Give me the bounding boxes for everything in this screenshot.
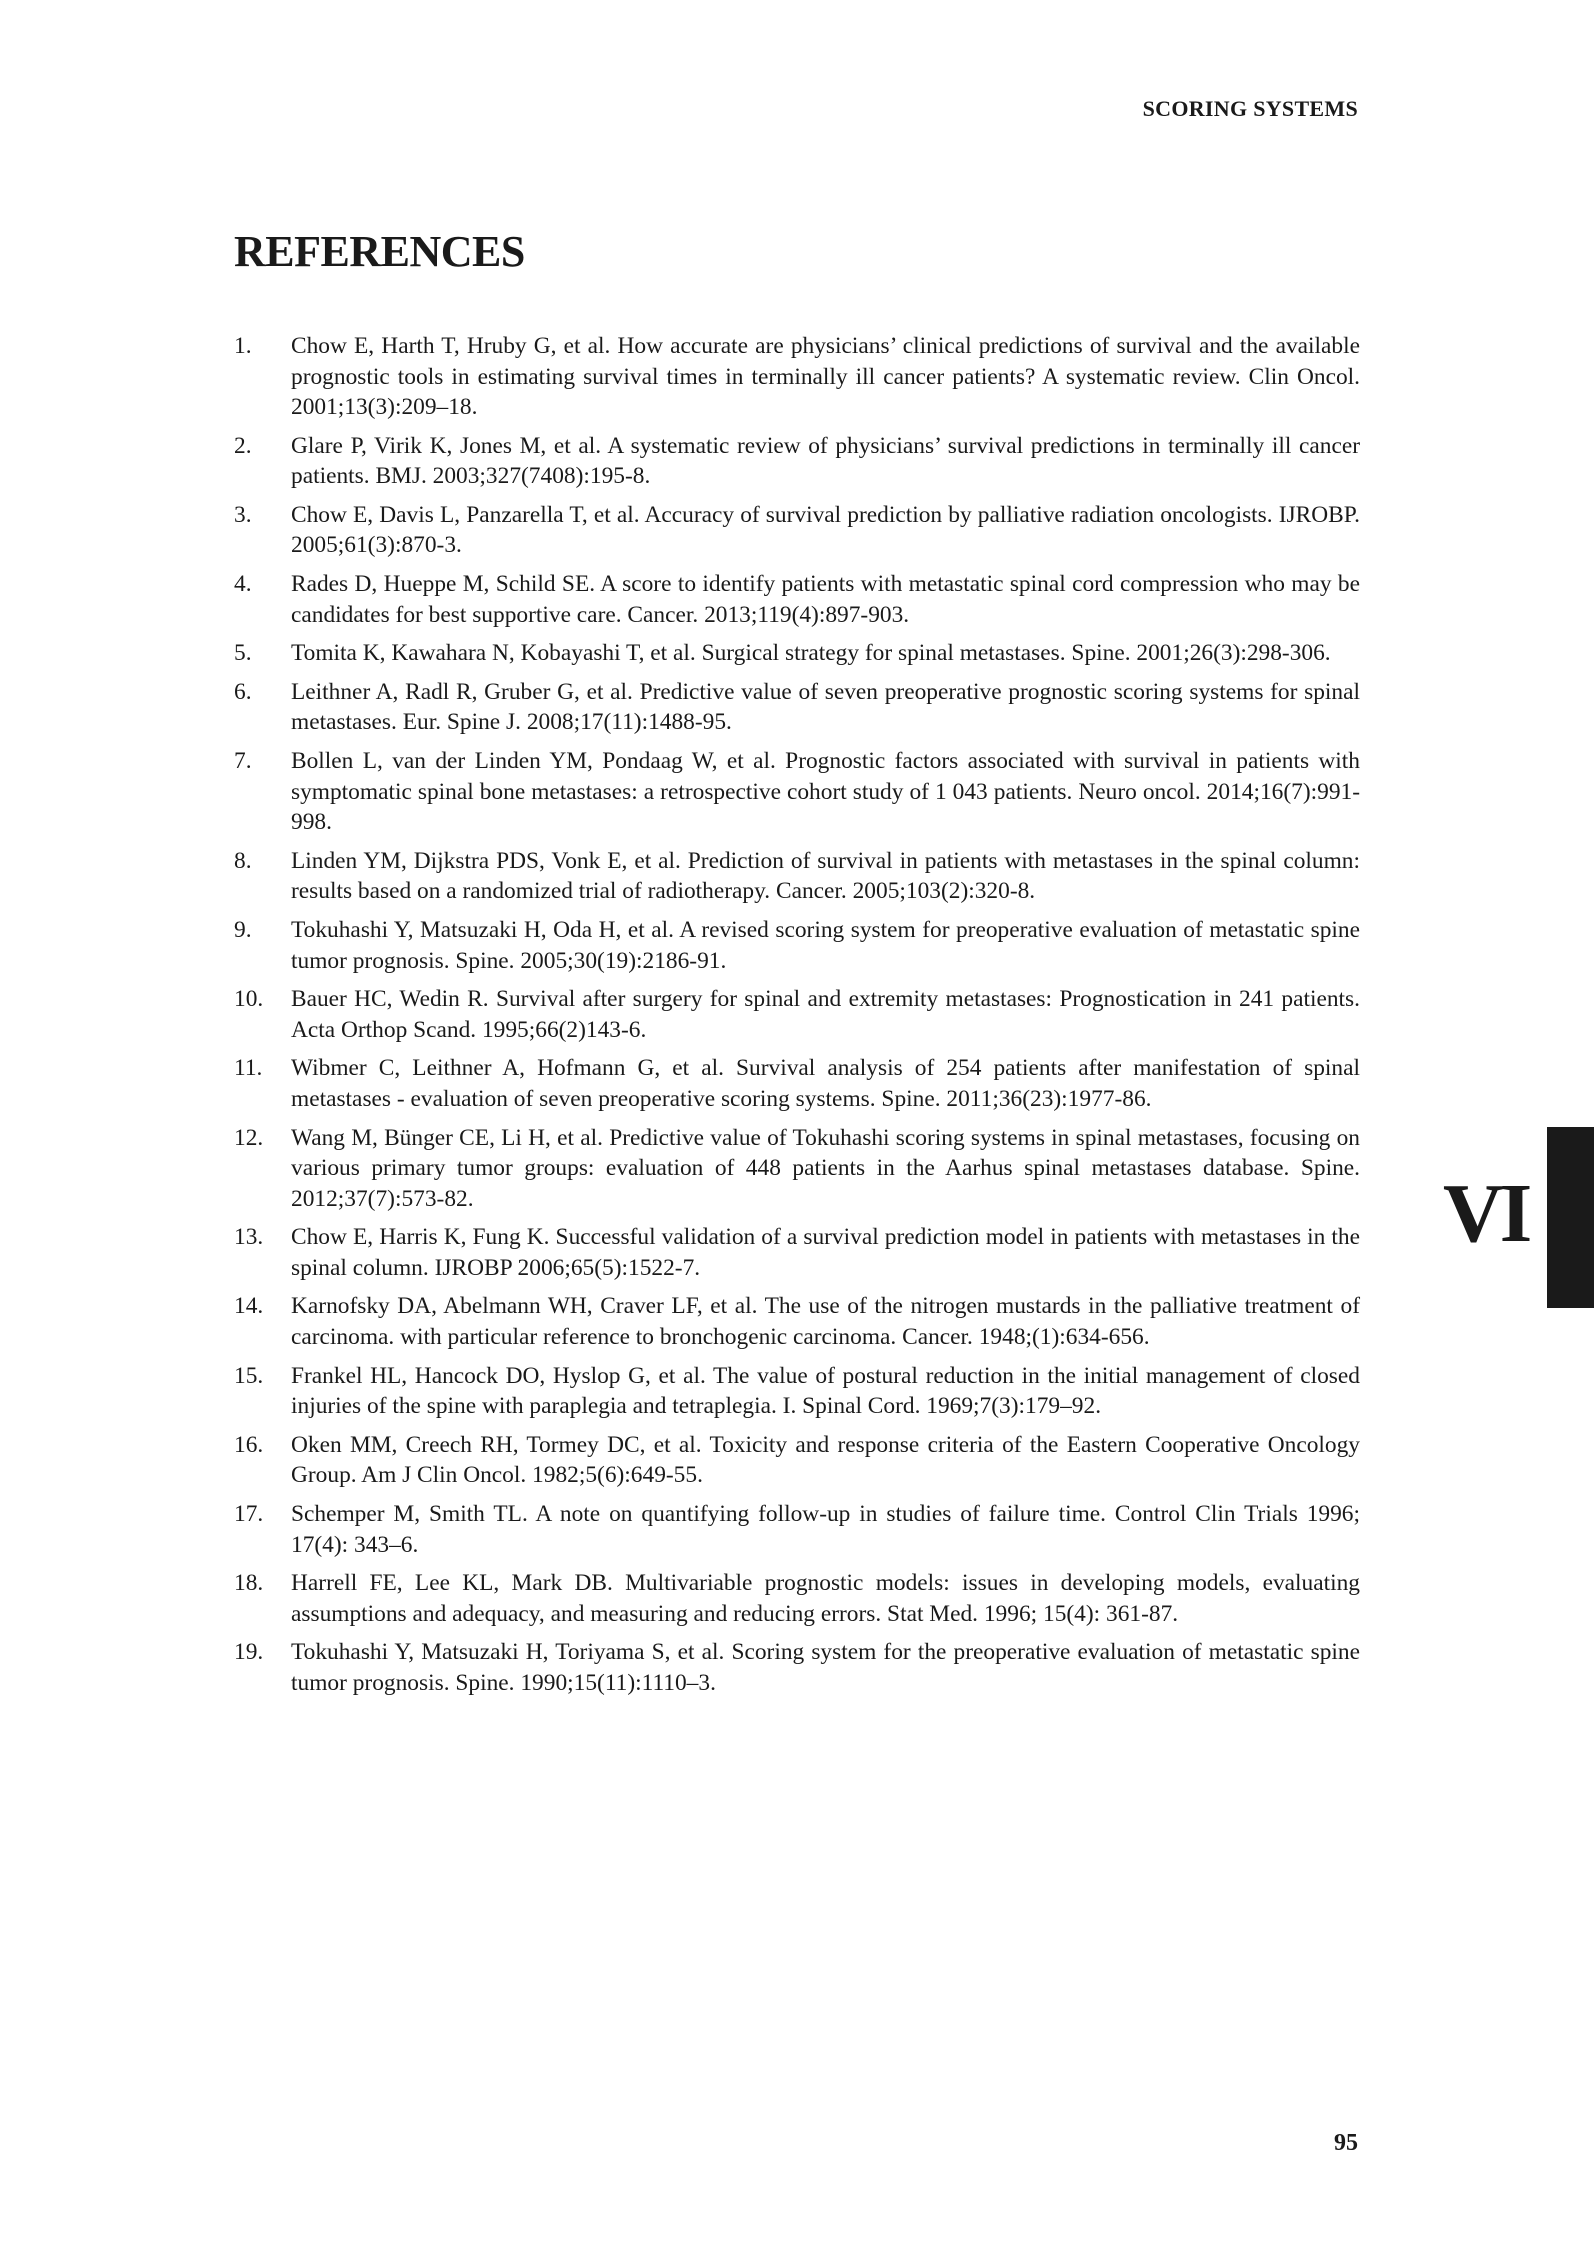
reference-item bbox=[234, 846, 1360, 907]
reference-number: 3. bbox=[234, 501, 252, 528]
reference-item bbox=[234, 431, 1360, 492]
running-header: SCORING SYSTEMS bbox=[1142, 96, 1358, 121]
reference-text: Bollen L, van der Linden YM, Pondaag W, et al. Prognostic factors associated with survival in patients with symptomatic spinal bone metastases: a retrospective cohort study of 1 043 patients. Neuro oncol. 2014;16(7):991-998. bbox=[291, 748, 1360, 836]
reference-number: 14. bbox=[234, 1293, 264, 1320]
reference-item bbox=[234, 1222, 1360, 1283]
reference-text: Chow E, Davis L, Panzarella T, et al. Accuracy of survival prediction by palliative radiation oncologists. IJROBP. 2005;61(3):870-3. bbox=[291, 501, 1360, 559]
reference-text: Leithner A, Radl R, Gruber G, et al. Predictive value of seven preoperative prognostic scoring systems for spinal metastases. Eur. Spine J. 2008;17(11):1488-95. bbox=[291, 678, 1360, 736]
reference-number: 12. bbox=[234, 1124, 264, 1151]
reference-text: Harrell FE, Lee KL, Mark DB. Multivariable prognostic models: issues in developing models, evaluating assumptions and adequacy, and measuring and reducing errors. Stat Med. 1996; 15(4): 361-87. bbox=[291, 1570, 1360, 1627]
reference-text: Oken MM, Creech RH, Tormey DC, et al. Toxicity and response criteria of the Eastern Cooperative Oncology Group. Am J Clin Oncol. 1982;5(6):649-55. bbox=[291, 1431, 1360, 1489]
reference-list bbox=[234, 331, 1360, 1707]
reference-text: Rades D, Hueppe M, Schild SE. A score to identify patients with metastatic spinal cord compression who may be candidates for best supportive care. Cancer. 2013;119(4):897-903. bbox=[291, 571, 1360, 628]
reference-number: 19. bbox=[234, 1639, 264, 1666]
reference-item bbox=[234, 1430, 1360, 1491]
reference-text: Glare P, Virik K, Jones M, et al. A systematic review of physicians’ survival predictions in terminally ill cancer patients. BMJ. 2003;327(7408):195-8. bbox=[291, 432, 1360, 490]
reference-item bbox=[234, 1361, 1360, 1422]
reference-text: Tokuhashi Y, Matsuzaki H, Toriyama S, et al. Scoring system for the preoperative evaluation of metastatic spine tumor prognosis. Spine. 1990;15(11):1110–3. bbox=[291, 1639, 1360, 1696]
reference-number: 18. bbox=[234, 1570, 264, 1597]
reference-item bbox=[234, 984, 1360, 1045]
reference-item bbox=[234, 1123, 1360, 1215]
reference-number: 10. bbox=[234, 986, 264, 1013]
reference-text: Wibmer C, Leithner A, Hofmann G, et al. Survival analysis of 254 patients after manifestation of spinal metastases - evaluation of seven preoperative scoring systems. Spine. 2011;36(23):1977-86. bbox=[291, 1055, 1360, 1112]
reference-number: 13. bbox=[234, 1224, 264, 1251]
reference-item bbox=[234, 1637, 1360, 1698]
reference-text: Schemper M, Smith TL. A note on quantifying follow-up in studies of failure time. Control Clin Trials 1996; 17(4): 343–6. bbox=[291, 1501, 1360, 1558]
reference-text: Tomita K, Kawahara N, Kobayashi T, et al. Surgical strategy for spinal metastases. Spine. 2001;26(3):298-306. bbox=[291, 640, 1331, 667]
chapter-label: VI bbox=[1443, 1167, 1529, 1260]
reference-number: 8. bbox=[234, 847, 252, 874]
reference-item bbox=[234, 1291, 1360, 1352]
reference-item bbox=[234, 1499, 1360, 1560]
reference-item bbox=[234, 915, 1360, 976]
reference-item bbox=[234, 569, 1360, 630]
reference-text: Tokuhashi Y, Matsuzaki H, Oda H, et al. A revised scoring system for preoperative evaluation of metastatic spine tumor prognosis. Spine. 2005;30(19):2186-91. bbox=[291, 917, 1360, 974]
reference-text: Wang M, Bünger CE, Li H, et al. Predictive value of Tokuhashi scoring systems in spinal metastases, focusing on various primary tumor groups: evaluation of 448 patients in the Aarhus spinal metastases database. Spine. 2012;37(7):573-82. bbox=[291, 1124, 1360, 1212]
reference-item bbox=[234, 1568, 1360, 1629]
reference-text: Linden YM, Dijkstra PDS, Vonk E, et al. Prediction of survival in patients with metastases in the spinal column: results based on a randomized trial of radiotherapy. Cancer. 2005;103(2):320-8. bbox=[291, 847, 1360, 905]
page-title: REFERENCES bbox=[234, 227, 525, 276]
reference-item bbox=[234, 746, 1360, 838]
reference-text: Bauer HC, Wedin R. Survival after surgery for spinal and extremity metastases: Prognostication in 241 patients. Acta Orthop Scand. 1995;66(2)143-6. bbox=[291, 986, 1360, 1043]
reference-text: Chow E, Harris K, Fung K. Successful validation of a survival prediction model in patients with metastases in the spinal column. IJROBP 2006;65(5):1522-7. bbox=[291, 1224, 1360, 1281]
reference-number: 4. bbox=[234, 571, 252, 598]
reference-text: Chow E, Harth T, Hruby G, et al. How accurate are physicians’ clinical predictions of survival and the available prognostic tools in estimating survival times in terminally ill cancer patients? A systematic review. Clin Oncol. 2001;13(3):209–18. bbox=[291, 333, 1360, 420]
reference-item bbox=[234, 638, 1360, 669]
reference-number: 9. bbox=[234, 917, 252, 943]
reference-number: 17. bbox=[234, 1501, 264, 1527]
reference-number: 5. bbox=[234, 640, 252, 667]
reference-item bbox=[234, 331, 1360, 423]
reference-number: 6. bbox=[234, 678, 252, 705]
reference-number: 11. bbox=[234, 1055, 263, 1082]
reference-number: 15. bbox=[234, 1362, 264, 1389]
reference-item bbox=[234, 500, 1360, 561]
chapter-tab bbox=[1547, 1127, 1594, 1308]
reference-item bbox=[234, 677, 1360, 738]
reference-item bbox=[234, 1053, 1360, 1114]
reference-number: 2. bbox=[234, 432, 252, 459]
reference-number: 1. bbox=[234, 333, 252, 359]
reference-text: Karnofsky DA, Abelmann WH, Craver LF, et al. The use of the nitrogen mustards in the palliative treatment of carcinoma. with particular reference to bronchogenic carcinoma. Cancer. 1948;(1):634-656. bbox=[291, 1293, 1360, 1350]
reference-number: 16. bbox=[234, 1431, 264, 1458]
reference-text: Frankel HL, Hancock DO, Hyslop G, et al. The value of postural reduction in the initial management of closed injuries of the spine with paraplegia and tetraplegia. I. Spinal Cord. 1969;7(3):179–92. bbox=[291, 1362, 1360, 1420]
page-number: 95 bbox=[1334, 2130, 1358, 2156]
reference-number: 7. bbox=[234, 748, 252, 775]
